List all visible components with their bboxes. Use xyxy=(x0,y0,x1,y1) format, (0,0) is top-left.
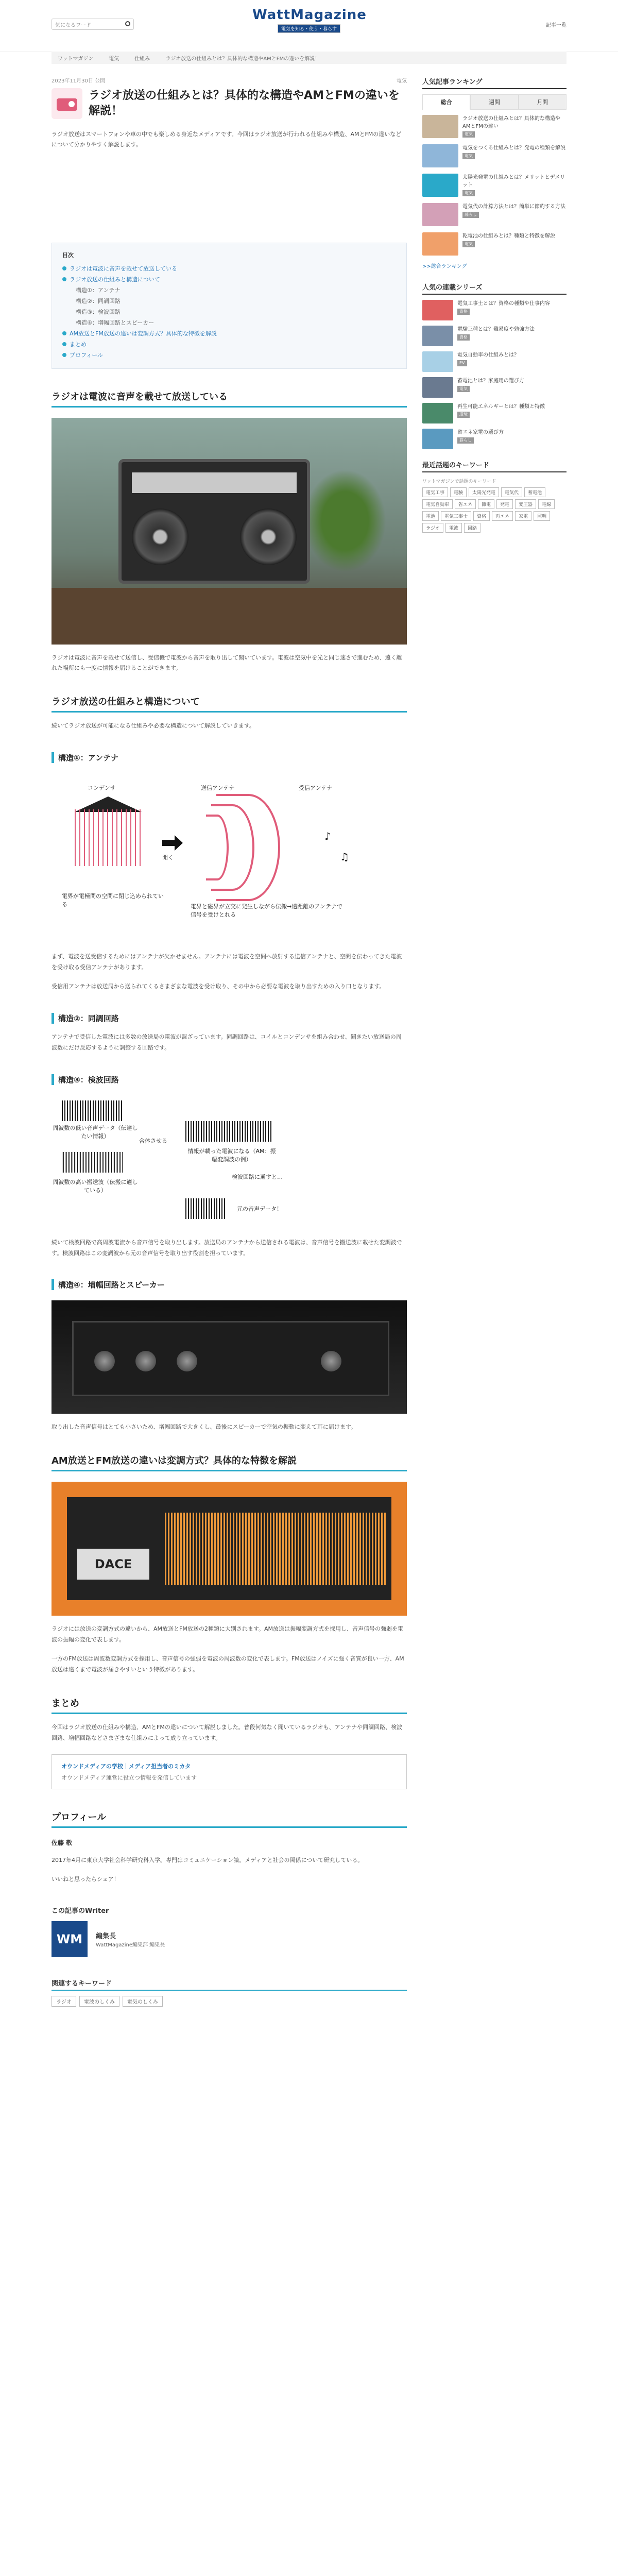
section-heading: まとめ xyxy=(52,1696,407,1714)
ranking-heading: 人気記事ランキング xyxy=(422,76,566,89)
list-item-title[interactable]: 電気をつくる仕組みとは？発電の種類を解説 電気 xyxy=(462,145,565,158)
article-list-link[interactable]: 記事一覧 xyxy=(546,23,566,28)
toc-item[interactable]: まとめ xyxy=(62,340,396,350)
post-category[interactable]: 電気 xyxy=(397,78,407,84)
category-badge: EV xyxy=(457,360,467,366)
logo-wordmark: WattMagazine xyxy=(252,7,367,23)
category-badge: 電気 xyxy=(462,131,475,138)
search-icon[interactable] xyxy=(125,21,130,26)
article-thumbnail[interactable] xyxy=(422,429,453,449)
list-item-title[interactable]: ラジオ放送の仕組みとは？具体的な構造やAMとFMの違い 電気 xyxy=(462,116,560,137)
list-item-title[interactable]: 電験三種とは？難易度や勉強方法 資格 xyxy=(457,327,535,340)
share-prompt: いいねと思ったらシェア！ xyxy=(52,1875,119,1883)
keyword-tag[interactable]: 変圧器 xyxy=(515,499,536,509)
list-item[interactable] xyxy=(422,403,566,423)
modulated-wave xyxy=(185,1121,273,1142)
section-heading: ラジオ放送の仕組みと構造について xyxy=(52,694,407,713)
bullet-icon xyxy=(62,331,66,335)
category-badge: 暮らし xyxy=(457,437,474,444)
related-link[interactable]: オウンドメディアの学校｜メディア担当者のミカタ xyxy=(61,1762,191,1770)
paragraph: ラジオには放送の変調方式の違いから、AM放送とFM放送の2種類に大別されます。AM放送は振幅変調方式を採用し、音声信号の強弱を電波の振幅の変化で表します。 xyxy=(52,1625,403,1643)
article-thumbnail[interactable] xyxy=(422,115,458,138)
field-lines xyxy=(75,809,142,866)
category-badge: 環境 xyxy=(457,412,470,418)
search-box[interactable] xyxy=(52,19,134,30)
audio-wave xyxy=(62,1100,124,1121)
keyword-tag[interactable]: ラジオ xyxy=(52,1996,76,2007)
page-title: ラジオ放送の仕組みとは？具体的な構造やAMとFMの違いを解説！ xyxy=(89,89,400,117)
profile-body: 2017年4月に東京大学社会科学研究科入学。専門はコミュニケーション論。メディアと社会の関係について研究している。 xyxy=(52,1856,364,1863)
subsection-heading: 構造④：増幅回路とスピーカー xyxy=(52,1279,407,1290)
keywords-heading: 関連するキーワード xyxy=(52,1978,407,1991)
paragraph: ラジオは電波に音声を載せて送信し、受信機で電波から音声を取り出して聞いています。電波は空気中を光と同じ速さで進むため、遠く離れた場所にも一度に情報を届けることができます。 xyxy=(52,654,402,672)
list-item[interactable] xyxy=(422,115,566,138)
list-item-title[interactable]: 電気工事士とは？資格の種類や仕事内容 資格 xyxy=(457,301,550,314)
table-of-contents xyxy=(52,243,407,369)
article-thumbnail[interactable] xyxy=(422,174,458,197)
diagram-label: 受信アンテナ xyxy=(299,785,333,792)
list-item-title[interactable]: 太陽光発電の仕組みとは？メリットとデメリット 電気 xyxy=(462,175,565,195)
keyword-tag[interactable]: 電線 xyxy=(538,499,555,509)
subsection-heading: 構造②：同調回路 xyxy=(52,1013,407,1024)
diagram-label: 情報が載った電波になる（AM：振幅変調波の例） xyxy=(187,1147,276,1163)
boombox-photo xyxy=(52,418,407,645)
site-header xyxy=(0,0,618,52)
bullet-icon xyxy=(62,342,66,346)
category-badge: 資格 xyxy=(457,309,470,315)
diagram-label: 検波回路に通すと… xyxy=(232,1173,283,1180)
tab-weekly[interactable]: 週間 xyxy=(470,94,518,110)
diagram-label: 送信アンテナ xyxy=(201,785,235,792)
breadcrumb xyxy=(52,52,566,64)
article-thumbnail[interactable] xyxy=(422,144,458,167)
keyword-tag[interactable]: 電験 xyxy=(450,487,467,497)
writer-desc: WattMagazine編集部 編集長 xyxy=(96,1942,165,1948)
carrier-wave xyxy=(62,1152,124,1173)
article-thumbnail[interactable] xyxy=(422,403,453,423)
profile-name: 佐藤 敬 xyxy=(52,1839,73,1846)
breadcrumb-item[interactable]: ワットマガジン xyxy=(58,56,94,62)
list-item[interactable] xyxy=(422,351,566,372)
section-heading: ラジオは電波に音声を載せて放送している xyxy=(52,389,407,408)
list-item[interactable] xyxy=(422,232,566,256)
diagram-label: 周波数の低い音声データ（伝達したい情報） xyxy=(53,1124,138,1140)
bullet-icon xyxy=(62,353,66,357)
bullet-icon xyxy=(62,277,66,281)
article-lead: ラジオ放送はスマートフォンや車の中でも楽しめる身近なメディアです。今回はラジオ放送が行われる仕組みや構造、AMとFMの違いなどについて分かりやすく解説します。 xyxy=(52,131,402,148)
paragraph: 一方のFM放送は周波数変調方式を採用し、音声信号の強弱を電波の周波数の変化で表します。FM放送はノイズに強く音質が良い一方、AM放送は遠くまで電波が届きやすいという特徴があります。 xyxy=(52,1655,404,1673)
toc-item[interactable]: 構造③：検波回路 xyxy=(76,309,121,316)
post-date: 2023年11月30日 公開 xyxy=(52,78,106,84)
section-heading: プロフィール xyxy=(52,1810,407,1828)
logo-tagline: 電気を知る・使う・暮らす xyxy=(278,24,340,33)
music-note-icon: ♫ xyxy=(340,851,349,863)
amplifier-photo xyxy=(52,1300,407,1414)
recovered-wave xyxy=(185,1198,227,1219)
trend-keywords-heading: 最近話題のキーワード xyxy=(422,460,566,472)
category-badge: 電気 xyxy=(462,153,475,159)
diagram-label: コンデンサ xyxy=(88,785,116,792)
article-thumbnail[interactable] xyxy=(422,377,453,398)
keyword-tag[interactable]: 再エネ xyxy=(492,511,513,521)
toc-item[interactable]: 構造②：同調回路 xyxy=(76,298,121,305)
breadcrumb-item[interactable]: 電気 xyxy=(109,56,119,62)
series-heading: 人気の連載シリーズ xyxy=(422,282,566,295)
ranking-more-link[interactable]: >>総合ランキング xyxy=(422,264,467,269)
tab-overall[interactable]: 総合 xyxy=(422,94,470,110)
keyword-tag[interactable]: 節電 xyxy=(478,499,494,509)
category-badge: 電気 xyxy=(462,241,475,247)
article-thumbnail[interactable] xyxy=(422,232,458,256)
detection-diagram xyxy=(52,1095,407,1229)
keyword-tag[interactable]: 資格 xyxy=(473,511,490,521)
keyword-tag[interactable]: 電波 xyxy=(445,523,462,533)
site-logo[interactable] xyxy=(252,7,366,33)
article-thumbnail[interactable] xyxy=(422,351,453,372)
keyword-tag[interactable]: 回路 xyxy=(464,523,480,533)
list-item[interactable] xyxy=(422,377,566,398)
breadcrumb-item[interactable]: 仕組み xyxy=(134,56,150,62)
list-item-title[interactable]: 再生可能エネルギーとは？種類と特徴 環境 xyxy=(457,404,545,417)
toc-item[interactable]: ラジオは電波に音声を載せて放送している xyxy=(62,264,396,275)
writer-label: この記事のWriter xyxy=(52,1907,109,1916)
list-item[interactable] xyxy=(422,203,566,226)
keyword-tag[interactable]: 蓄電池 xyxy=(524,487,545,497)
list-item-title[interactable]: 蓄電池とは？家庭用の選び方 電気 xyxy=(457,378,524,391)
subsection-heading: 構造①：アンテナ xyxy=(52,752,407,763)
paragraph: まず、電波を送受信するためにはアンテナが欠かせません。アンテナには電波を空間へ放射する送信アンテナと、空間を伝わってきた電波を受け取る受信アンテナがあります。 xyxy=(52,953,402,971)
toc-item[interactable]: 構造④：増幅回路とスピーカー xyxy=(76,319,154,326)
toc-item[interactable]: ラジオ放送の仕組みと構造について xyxy=(62,275,396,285)
keyword-tag[interactable]: 電気工事 xyxy=(422,487,448,497)
toc-item[interactable]: 構造①：アンテナ xyxy=(76,287,121,294)
title-block xyxy=(52,88,407,119)
paragraph: 受信用アンテナは放送局から送られてくるさまざまな電波を受け取り、その中から必要な電波を取り出すための入り口となります。 xyxy=(52,982,385,990)
list-item-title[interactable]: 電気代の計算方法とは？簡単に節約する方法 暮らし xyxy=(462,204,565,217)
article-main xyxy=(52,76,407,2007)
diagram-label: 元の音声データ！ xyxy=(237,1205,282,1212)
keyword-tag[interactable]: 太陽光発電 xyxy=(469,487,499,497)
article-thumbnail[interactable] xyxy=(422,300,453,320)
toc-title: 目次 xyxy=(62,251,74,259)
toc-list xyxy=(62,264,396,361)
list-item-title[interactable]: 電気自動車の仕組みとは？ EV xyxy=(457,352,519,365)
keyword-tag[interactable]: 家電 xyxy=(515,511,531,521)
toc-item[interactable]: プロフィール xyxy=(62,350,396,361)
breadcrumb-item: ラジオ放送の仕組みとは？具体的な構造やAMとFMの違いを解説！ xyxy=(165,56,320,62)
keyword-tag[interactable]: 電気代 xyxy=(501,487,522,497)
list-item[interactable] xyxy=(422,144,566,167)
subsection-heading: 構造③：検波回路 xyxy=(52,1074,407,1085)
diagram-label: 周波数の高い搬送波（伝搬に適している） xyxy=(53,1178,138,1194)
bullet-icon xyxy=(62,266,66,270)
ranking-list xyxy=(422,115,566,256)
diagram-caption: 電界と磁界が立交に発生しながら伝搬→遠距離のアンテナで信号を受けとれる xyxy=(191,903,342,919)
keyword-tag[interactable]: 発電 xyxy=(496,499,513,509)
section-heading: AM放送とFM放送の違いは変調方式？具体的な特徴を解説 xyxy=(52,1453,407,1471)
paragraph: 続いてラジオ放送が可能になる仕組みや必要な構造について解説していきます。 xyxy=(52,722,255,730)
category-badge: 暮らし xyxy=(462,212,479,218)
trend-keyword-tags xyxy=(422,487,566,533)
sidebar xyxy=(422,76,566,533)
list-item[interactable] xyxy=(422,429,566,449)
writer-name[interactable]: 編集長 xyxy=(96,1933,116,1941)
search-input[interactable]: 気になるワード xyxy=(55,23,91,28)
music-note-icon: ♪ xyxy=(324,830,331,843)
ranking-tabs xyxy=(422,94,566,110)
audio-software-photo xyxy=(52,1482,407,1616)
related-link-box[interactable] xyxy=(52,1754,407,1789)
radio-icon xyxy=(52,88,82,119)
article-thumbnail[interactable] xyxy=(422,326,453,346)
list-item-title[interactable]: 省エネ家電の選び方 暮らし xyxy=(457,430,504,443)
arrow-right-icon xyxy=(162,835,183,851)
paragraph: 続いて検波回路で高周波電流から音声信号を取り出します。放送局のアンテナから送信される電波は、音声信号を搬送波に載せた変調波です。検波回路はこの変調波から元の音声信号を取り出す役割を担っています。 xyxy=(52,1239,402,1257)
keyword-tag[interactable]: 電気のしくみ xyxy=(123,1996,163,2007)
keyword-tag[interactable]: 照明 xyxy=(534,511,550,521)
article-thumbnail[interactable] xyxy=(422,203,458,226)
category-badge: 電気 xyxy=(457,386,470,392)
category-badge: 資格 xyxy=(457,334,470,341)
toc-item[interactable]: AM放送とFM放送の違いは変調方式？具体的な特徴を解説 xyxy=(62,329,396,340)
list-item[interactable] xyxy=(422,326,566,346)
series-list xyxy=(422,300,566,449)
keyword-tag[interactable]: 電気工事士 xyxy=(441,511,471,521)
paragraph: アンテナで受信した電波には多数の放送局の電波が混ざっています。同調回路は、コイルとコンデンサを組み合わせ、聞きたい放送局の周波数にだけ反応するように調整する回路です。 xyxy=(52,1033,402,1051)
paragraph: 今回はラジオ放送の仕組みや構造、AMとFMの違いについて解説しました。普段何気なく聞いているラジオも、アンテナや同調回路、検波回路、増幅回路などさまざまな仕組みによって成り立っています。 xyxy=(52,1723,403,1741)
writer-avatar: WM xyxy=(52,1921,88,1957)
list-item[interactable] xyxy=(422,174,566,197)
keyword-tag[interactable]: 電池 xyxy=(422,511,439,521)
tab-monthly[interactable]: 月間 xyxy=(519,94,566,110)
keyword-tag[interactable]: 省エネ xyxy=(455,499,476,509)
diagram-label: 合体させる xyxy=(139,1137,167,1144)
list-item[interactable] xyxy=(422,300,566,320)
keyword-tag[interactable]: 電気自動車 xyxy=(422,499,453,509)
post-meta xyxy=(52,76,407,84)
category-badge: 電気 xyxy=(462,190,475,196)
list-item-title[interactable]: 乾電池の仕組みとは？種類と特徴を解説 電気 xyxy=(462,233,555,246)
antenna-diagram xyxy=(52,773,407,943)
keyword-tag[interactable]: 電波のしくみ xyxy=(79,1996,119,2007)
software-label: DACE xyxy=(77,1549,149,1580)
trend-keywords-sub: ワットマガジンで話題のキーワード xyxy=(422,479,496,484)
keyword-tags xyxy=(52,1996,407,2007)
related-link-desc: オウンドメディア運営に役立つ情報を発信しています xyxy=(61,1774,197,1781)
keyword-tag[interactable]: ラジオ xyxy=(422,523,443,533)
paragraph: 取り出した音声信号はとても小さいため、増幅回路で大きくし、最後にスピーカーで空気の振動に変えて耳に届けます。 xyxy=(52,1423,357,1431)
writer-card[interactable] xyxy=(52,1921,407,1957)
diagram-label: 開く xyxy=(162,854,174,861)
diagram-caption: 電界が電極間の空間に閉じ込められている xyxy=(62,893,164,908)
